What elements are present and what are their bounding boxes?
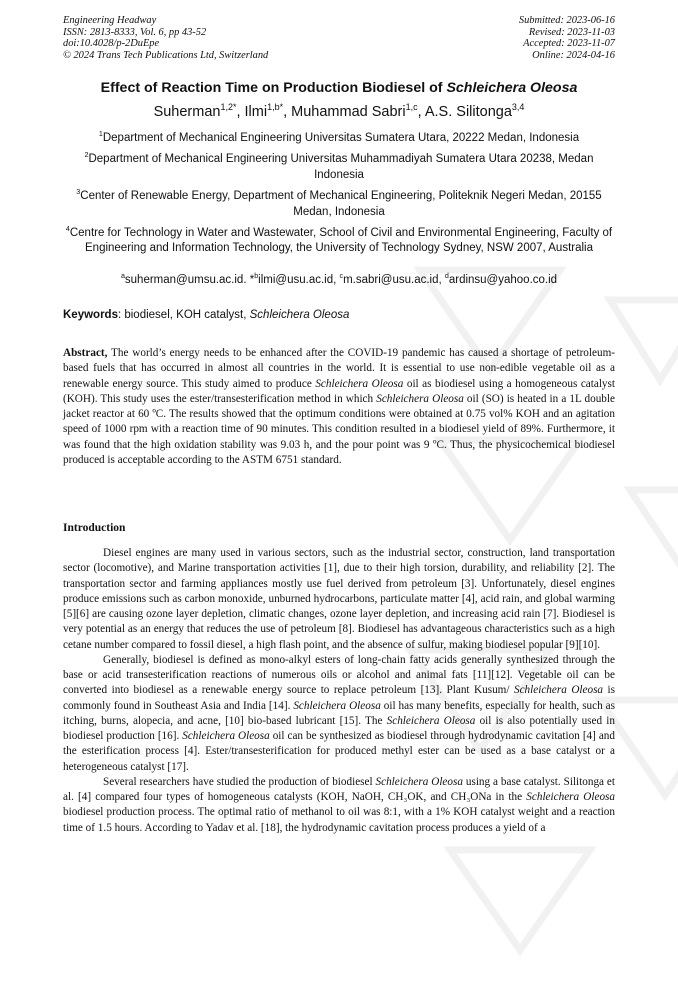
body-text: using a base catalyst. Silitonga et al. [4] compared four types of homogeneous catalysts (KOH, NaOH, CH₃OK, and CH₃ONa in the: [63, 775, 616, 803]
keywords-text: : biodiesel, KOH catalyst,: [117, 309, 250, 321]
author-name: A.S. Silitonga: [424, 104, 512, 120]
author-sup: 1,2*: [220, 102, 237, 113]
author-list: Suherman$^{1,2*}$, Ilmi$^{1,b*}$, Muhammad Sabri$^{1,c}$, A.S. Silitonga$^{3,4}$: [153, 102, 525, 120]
affiliation-sup: 3: [76, 188, 81, 197]
species-name: Schleichera Oleosa: [315, 377, 404, 390]
body-text: is commonly found in Southeast Asia and India [14].: [63, 684, 615, 712]
abstract: [63, 346, 615, 468]
author-name: Suherman: [153, 104, 221, 120]
abstract-text: oil (SO) is heated in a 1L double jacket reactor at 60 ºC. The results showed that the optimum conditions were obtained at 0.75 vol% KOH and an agitation speed of 1000 rpm with a reaction time of 90 minutes. This condition resulted in a biodiesel yield of 89%. Furthermore, it was found that the high oxidation stability was 9.03 h, and the pour point was 9 ºC. Thus, the physicochemical biodiesel produced is acceptable according to the ASTM 6751 standard.: [63, 392, 615, 467]
species-name: Schleichera Oleosa: [293, 699, 381, 712]
affiliation-sup: 4: [65, 225, 70, 234]
keywords: [63, 309, 617, 321]
abstract-text: oil as biodiesel using a homogeneous catalyst (KOH). This study uses the ester/transesterification method in which: [63, 377, 615, 405]
email-text: ardinsu@yahoo.co.id: [448, 274, 558, 286]
submission-dates: [519, 15, 615, 61]
affiliations: [62, 131, 616, 263]
journal-doi: doi:10.4028/p-2DuEpe: [63, 38, 160, 50]
section-heading-introduction: Introduction: [63, 522, 126, 534]
species-name: Schleichera Oleosa: [514, 684, 604, 697]
journal-info: [63, 15, 268, 61]
date-revised: Revised: 2023-11-03: [528, 26, 615, 38]
species-name: Schleichera Oleosa: [386, 714, 476, 727]
email-sup: d: [444, 272, 449, 281]
affiliation-text: Centre for Technology in Water and Wastewater, School of Civil and Environmental Engineering, Faculty of Engineering and Information Technology, the University of Technology Sydney, NSW 2007, Australia: [69, 227, 613, 255]
abstract-label: Abstract,: [63, 347, 108, 359]
date-submitted: Submitted: 2023-06-16: [518, 15, 615, 26]
body-text: oil is also potentially used in biodiesel production [16].: [63, 714, 615, 742]
body-text: biodiesel production process. The optimal ratio of methanol to oil was 8:1, with a 1% KOH catalyst weight and a reaction time of 1.5 hours. According to Yadav et al. [18], the hydrodynamic cavitation process produces a yield of a: [63, 806, 615, 834]
journal-copyright: © 2024 Trans Tech Publications Ltd, Switzerland: [63, 49, 269, 61]
author-sup: 1,b*: [267, 102, 284, 113]
affiliation-text: Department of Mechanical Engineering Universitas Sumatera Utara, 20222 Medan, Indonesia: [102, 132, 580, 144]
author-emails: [0, 274, 678, 286]
affiliation-text: Department of Mechanical Engineering Universitas Muhammadiyah Sumatera Utara 20238, Medan Indonesia: [88, 153, 594, 181]
affiliation: [62, 131, 616, 146]
body-text: Generally, biodiesel is defined as mono-alkyl esters of long-chain fatty acids generally synthesized through the base or acid transesterification reactions of numerous oils or alcohol and animal fats [11][12]. Vegetable oil can be converted into biodiesel as a renewable energy source to replace petroleum [13]. Plant Kusum/: [63, 653, 615, 697]
journal-issn: ISSN: 2813-8333, Vol. 6, pp 43-52: [63, 26, 207, 38]
species-name: Schleichera Oleosa: [376, 392, 464, 405]
affiliation-sup: 1: [98, 130, 103, 139]
affiliation: [62, 226, 616, 257]
body-paragraph: [63, 653, 615, 775]
affiliation-sup: 2: [84, 151, 89, 160]
abstract-text: The world’s energy needs to be enhanced after the COVID-19 pandemic has caused a shortage of petroleum-based fuels that has occurred in almost all countries in the world. It is essential to use non-edible vegetable oil as a renewable energy source. This study aimed to produce: [63, 347, 615, 390]
body-text: Several researchers have studied the production of biodiesel: [103, 775, 376, 788]
email-sup: c: [339, 272, 344, 281]
email-sup: a: [120, 272, 125, 281]
body-paragraph: Diesel engines are many used in various sectors, such as the industrial sector, construction, land transportation sector (locomotive), and Marine transportation activities [1], due to their high torsion, durability, and reliability [2]. The transportation sector and farming appliances mostly use fuel derived from petroleum [3]. Unfortunately, diesel engines produce emissions such as carbon monoxide, unburned hydrocarbons, particulate matter [4], acid rain, and global warming [5][6] are causing ozone layer depletion, climatic changes, ozone layer depletion, and increasing acid rain [7]. Biodiesel is very potential as an energy that reduces the use of petroleum [8]. Biodiesel has advantageous characteristics such as a high cetane number compared to fossil diesel, a high flash point, and the absence of sulfur, making biodiesel popular [9][10].: [63, 547, 615, 651]
body-paragraph: [63, 775, 615, 836]
keywords-label: Keywords: [63, 309, 118, 321]
introduction-body: [63, 546, 615, 836]
author-name: Muhammad Sabri: [291, 104, 406, 120]
species-name: Schleichera Oleosa: [375, 775, 463, 788]
title-main: Effect of Reaction Time on Production Biodiesel of: [100, 80, 447, 96]
body-text: oil has many benefits, especially for health, such as itching, burns, alopecia, and acne, [10] bio-based lubricant [15]. The: [63, 699, 615, 727]
date-online: Online: 2024-04-16: [532, 49, 615, 61]
author-sup: 3,4: [511, 102, 525, 113]
email-text: suherman@umsu.ac.id. *: [124, 274, 255, 286]
email-text: ilmi@usu.ac.id,: [258, 274, 340, 286]
date-accepted: Accepted: 2023-11-07: [523, 38, 615, 50]
keywords-species: Schleichera Oleosa: [249, 309, 350, 321]
species-name: Schleichera Oleosa: [182, 730, 270, 742]
body-text: oil can be synthesized as biodiesel through hydrodynamic cavitation [4] and the esterification process [4]. Ester/transesterification for produced methyl ester can be used as a base catalyst or a heterogeneous catalyst [17].: [63, 730, 615, 773]
author-name: Ilmi: [244, 104, 268, 120]
email-sup: b: [254, 272, 259, 281]
title-species: Schleichera Oleosa: [446, 80, 578, 96]
species-name: Schleichera Oleosa: [526, 791, 615, 803]
author-sup: 1,c: [405, 102, 418, 113]
email-text: m.sabri@usu.ac.id,: [343, 274, 445, 286]
paper-title: [0, 80, 678, 96]
abstract-paragraph: [63, 346, 615, 468]
journal-name: Engineering Headway: [63, 15, 157, 26]
affiliation: [62, 152, 616, 183]
affiliation-text: Center of Renewable Energy, Department of Mechanical Engineering, Politeknik Negeri Medan, 20155 Medan, Indonesia: [80, 190, 602, 218]
affiliation: [62, 189, 616, 220]
